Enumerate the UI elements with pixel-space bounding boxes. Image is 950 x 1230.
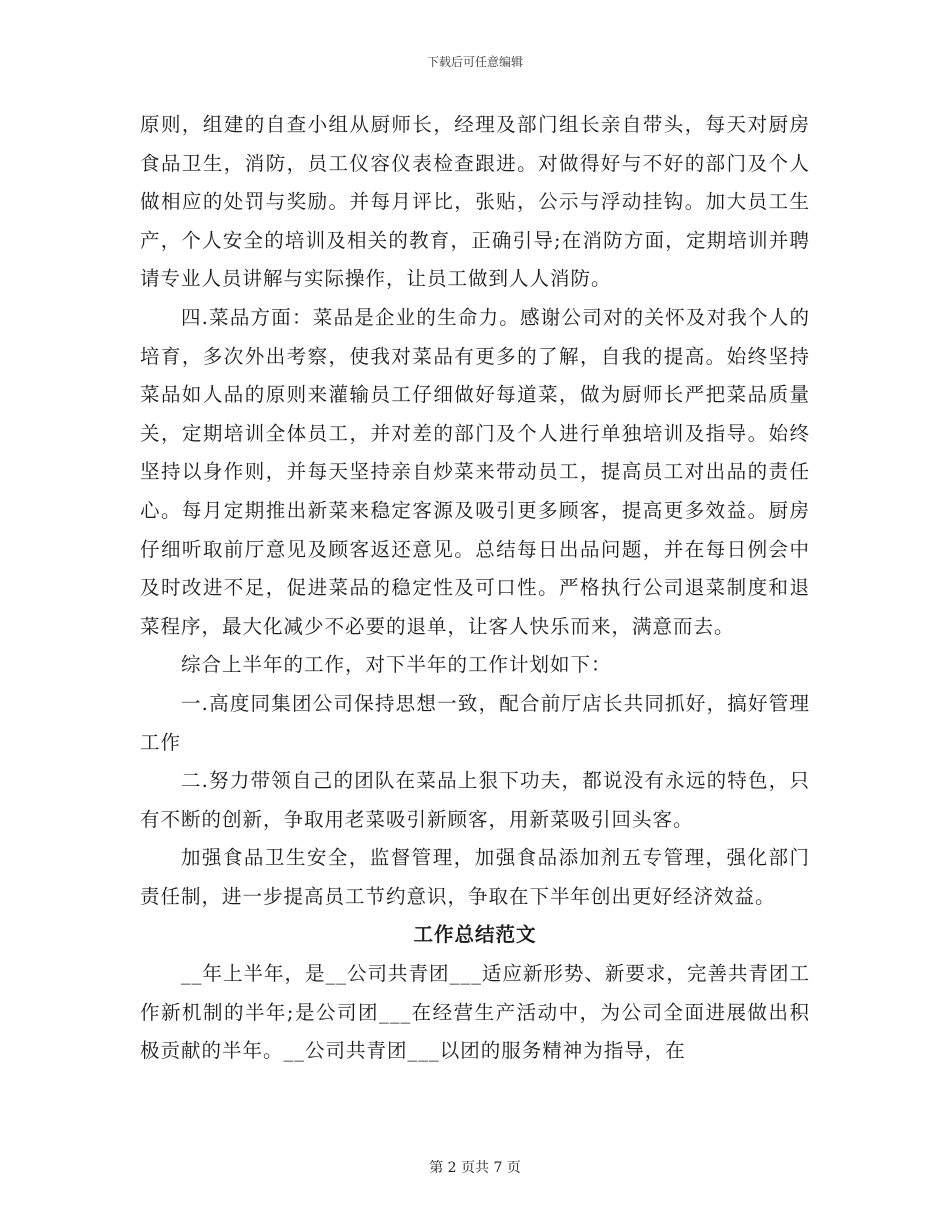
paragraph-plan-intro: 综合上半年的工作，对下半年的工作计划如下： <box>180 653 612 677</box>
paragraph-plan-item-2: 二.努力带领自己的团队在菜品上狠下功夫，都说没有永远的特色，只有不断的创新，争取用老菜吸引新顾客，用新菜吸引回头客。 <box>140 769 810 831</box>
page-number: 第 2 页共 7 页 <box>429 1160 521 1176</box>
paragraph-dishes: 四.菜品方面：菜品是企业的生命力。感谢公司对的关怀及对我个人的培育，多次外出考察，使我对菜品有更多的了解，自我的提高。始终坚持菜品如人品的原则来灌输员工仔细做好每道菜，做为厨师长严把菜品质量关，定期培训全体员工，并对差的部门及个人进行单独培训及指导。始终坚持以身作则，并每天坚持亲自炒菜来带动员工，提高员工对出品的责任心。每月定期推出新菜来稳定客源及吸引更多顾客，提高更多效益。厨房仔细听取前厅意见及顾客返还意见。总结每日出品问题，并在每日例会中及时改进不足，促进菜品的稳定性及可口性。严格执行公司退菜制度和退菜程序，最大化减少不必要的退单，让客人快乐而来，满意而去。 <box>140 305 810 638</box>
paragraph-continuation: 原则，组建的自查小组从厨师长，经理及部门组长亲自带头，每天对厨房食品卫生，消防，员工仪容仪表检查跟进。对做得好与不好的部门及个人做相应的处罚与奖励。并每月评比，张贴，公示与浮动挂钩。加大员工生产，个人安全的培训及相关的教育，正确引导;在消防方面，定期培训并聘请专业人员讲解与实际操作，让员工做到人人消防。 <box>140 113 810 291</box>
section-title: 工作总结范文 <box>413 923 537 947</box>
paragraph-food-safety: 加强食品卫生安全，监督管理，加强食品添加剂五专管理，强化部门责任制，进一步提高员工节约意识，争取在下半年创出更好经济效益。 <box>140 846 810 908</box>
paragraph-summary: __年上半年，是__公司共青团___适应新形势、新要求，完善共青团工作新机制的半年;是公司团___在经营生产活动中，为公司全面进展做出积极贡献的半年。__公司共青团___以团的服务精神为指导，在 <box>140 962 810 1063</box>
paragraph-plan-item-1: 一.高度同集团公司保持思想一致，配合前厅店长共同抓好，搞好管理工作 <box>140 691 810 754</box>
header-note: 下载后可任意编辑 <box>426 55 523 69</box>
document-body <box>140 106 810 1071</box>
